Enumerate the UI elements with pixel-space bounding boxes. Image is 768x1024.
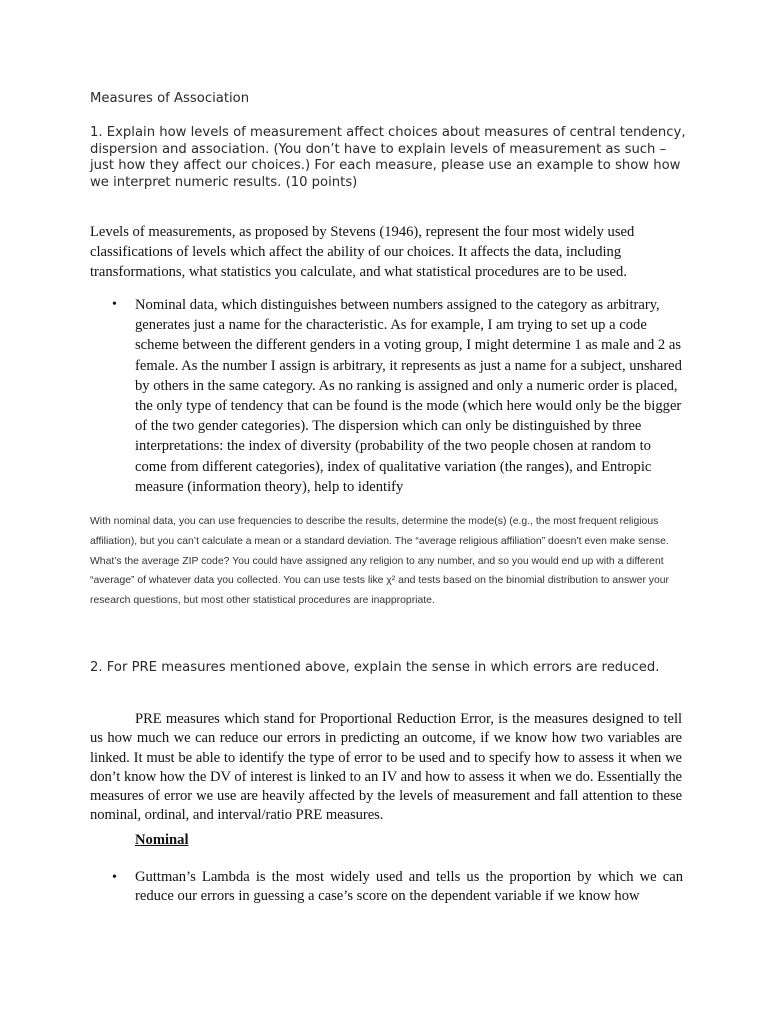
- question-1: 1. Explain how levels of measurement affect choices about measures of central tendency, dispersion and association. (You don’t have to explain levels of measurement as such – just how they affect our choices.) For each measure, please use an example to show how we interpret numeric results. (10 points): [90, 125, 686, 191]
- bullet-marker: •: [112, 297, 117, 312]
- bullet-nominal-data-text: Nominal data, which distinguishes between numbers assigned to the category as arbitrary, generates just a name for the characteristic. As for example, I am trying to set up a code scheme between the different genders in a voting group, I might determine 1 as male and 2 as female. As the number I assign is arbitrary, it represents as just a name for a subject, unshared by others in the same category. As no ranking is assigned and only a numeric order is placed, the only type of tendency that can be found is the mode (which here would only be the bigger of the two gender categories). The dispersion which can only be distinguished by three interpretations: the index of diversity (probability of the two people chosen at random to come from different categories), index of qualitative variation (the ranges), and Entropic measure (information theory), help to identify: [135, 297, 682, 495]
- callout-quote: With nominal data, you can use frequencies to describe the results, determine the mode(s) (e.g., the most frequent religious affiliation), but you can’t calculate a mean or a standard deviation. The “average religious affiliation” doesn’t even make sense. What’s the average ZIP code? You could have assigned any religion to any number, and so you would end up with a different “average” of whatever data you collected. You can use tests like χ² and tests based on the binomial distribution to answer your research questions, but most other statistical procedures are inappropriate.: [90, 516, 670, 607]
- answer-1-intro: Levels of measurements, as proposed by Stevens (1946), represent the four most widely used classifications of levels which affect the ability of our choices. It affects the data, including transformations, what statistics you calculate, and what statistical procedures are to be used.: [90, 224, 635, 281]
- nominal-heading: Nominal: [135, 832, 189, 848]
- answer-2: PRE measures which stand for Proportional Reduction Error, is the measures designed to tell us how much we can reduce our errors in predicting an outcome, if we know how two variables are linked. It must be able to identify the type of error to be used and to specify how to assess it when we don’t know how the DV of interest is linked to an IV and how to assess it when we do. Essentially the measures of error we use are heavily affected by the levels of measurement and fall attention to these nominal, ordinal, and interval/ratio PRE measures.: [90, 711, 682, 824]
- document-title: Measures of Association: [90, 91, 250, 106]
- bullet-lambda-text: Guttman’s Lambda is the most widely used and tells us the proportion by which we can reduce our errors in guessing a case’s score on the dependent variable if we know how: [135, 869, 683, 904]
- bullet-marker: •: [112, 870, 117, 885]
- question-2: 2. For PRE measures mentioned above, explain the sense in which errors are reduced.: [90, 660, 660, 675]
